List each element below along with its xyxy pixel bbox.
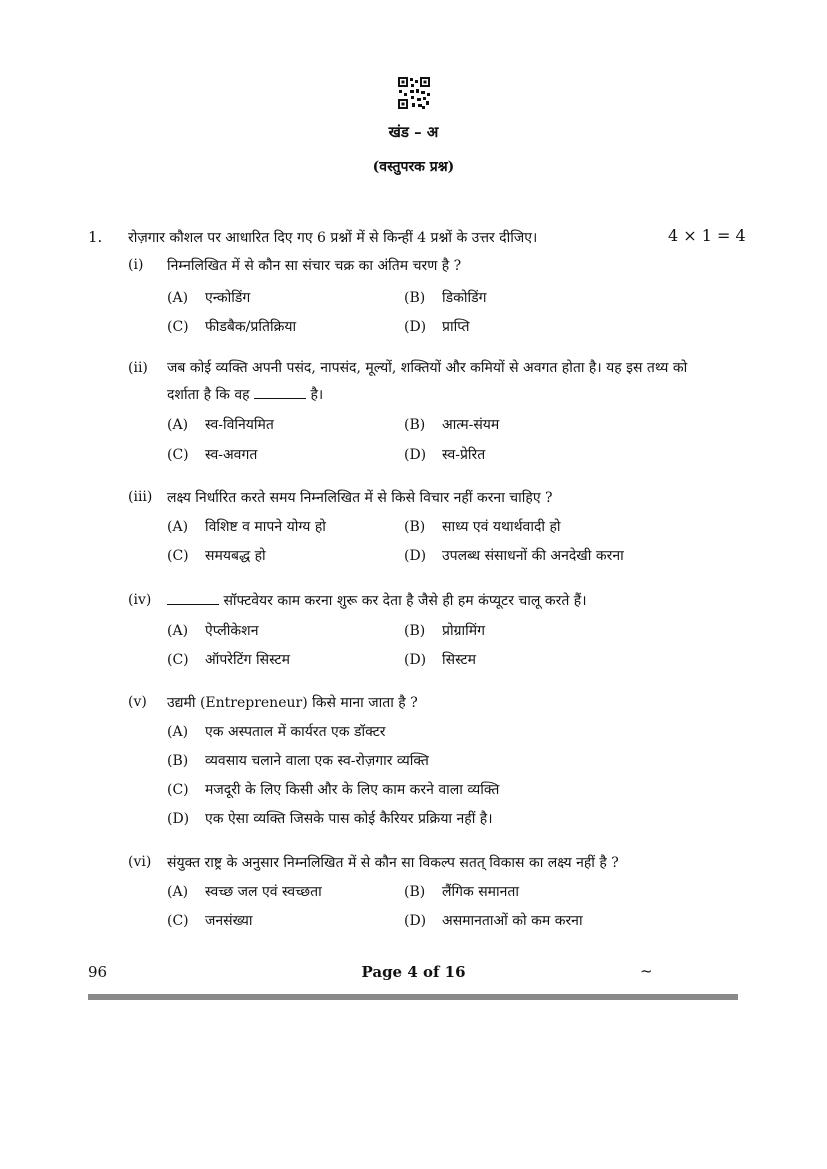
option-b (167, 751, 429, 770)
option-d (404, 650, 476, 669)
question-number: 1. (88, 228, 103, 246)
option-label: (A) (167, 884, 189, 900)
option-label: (D) (404, 548, 427, 564)
option-a (167, 882, 322, 901)
option-label: (A) (167, 417, 189, 433)
option-label: (C) (167, 319, 189, 335)
subquestion-number: (vi) (128, 854, 152, 870)
option-a (167, 722, 386, 741)
option-a (167, 288, 250, 307)
section-subtitle: (वस्तुपरक प्रश्न) (372, 159, 455, 175)
question-marks: 4 × 1 = 4 (668, 226, 746, 245)
subquestion-stem (167, 588, 727, 615)
option-label: (C) (167, 913, 189, 929)
option-d (404, 546, 624, 565)
question-instruction: रोज़गार कौशल पर आधारित दिए गए 6 प्रश्नों में से किन्हीं 4 प्रश्नों के उत्तर दीजिए। (128, 230, 538, 246)
option-c (167, 317, 296, 336)
option-label: (D) (404, 319, 427, 335)
option-text: आत्म-संयम (442, 417, 500, 433)
subquestion-number: (v) (128, 694, 147, 710)
fill-blank (167, 592, 219, 605)
section-title: खंड – अ (388, 123, 439, 141)
fill-blank (254, 386, 306, 399)
option-label: (D) (404, 652, 427, 668)
subquestion-number: (iii) (128, 489, 153, 505)
subquestion-number: (iv) (128, 592, 152, 608)
option-label: (D) (404, 913, 427, 929)
option-b (404, 415, 499, 434)
option-label: (B) (404, 290, 426, 306)
option-text: प्राप्ति (442, 319, 470, 335)
option-text: विशिष्ट व मापने योग्य हो (205, 519, 326, 535)
option-text: ऑपरेटिंग सिस्टम (205, 652, 290, 668)
option-text: प्रोग्रामिंग (442, 623, 485, 639)
option-d (404, 911, 583, 930)
option-a (167, 415, 274, 434)
option-label: (B) (404, 417, 426, 433)
page-number: Page 4 of 16 (361, 963, 466, 981)
option-text: डिकोडिंग (442, 290, 487, 306)
qr-code-icon (397, 76, 431, 110)
option-text: सिस्टम (442, 652, 476, 668)
footer-mark: ~ (640, 962, 653, 980)
option-text: मजदूरी के लिए किसी और के लिए काम करने वाला व्यक्ति (205, 782, 500, 798)
option-label: (D) (404, 447, 427, 463)
option-d (167, 809, 493, 828)
option-text: स्वच्छ जल एवं स्वच्छता (205, 884, 322, 900)
option-text: जनसंख्या (205, 913, 253, 929)
option-b (404, 621, 485, 640)
option-text: असमानताओं को कम करना (442, 913, 583, 929)
option-label: (D) (167, 811, 190, 827)
stem-text-end: है। (310, 387, 324, 403)
option-text: एक अस्पताल में कार्यरत एक डॉक्टर (205, 724, 386, 740)
subquestion-stem (167, 355, 712, 409)
option-c (167, 780, 499, 799)
option-text: स्व-विनियमित (205, 417, 274, 433)
option-a (167, 621, 258, 640)
option-b (404, 288, 487, 307)
option-text: व्यवसाय चलाने वाला एक स्व-रोज़गार व्यक्ति (205, 753, 429, 769)
option-label: (C) (167, 447, 189, 463)
subquestion-number: (ii) (128, 360, 148, 376)
option-text: लैंगिक समानता (442, 884, 520, 900)
option-text: एन्कोडिंग (205, 290, 251, 306)
option-label: (A) (167, 290, 189, 306)
subquestion-stem: उद्यमी (Entrepreneur) किसे माना जाता है ? (167, 695, 418, 711)
option-c (167, 546, 266, 565)
option-text: ऐप्लीकेशन (205, 623, 259, 639)
option-c (167, 911, 253, 930)
option-text: साध्य एवं यथार्थवादी हो (442, 519, 561, 535)
option-label: (C) (167, 652, 189, 668)
option-b (404, 517, 561, 536)
option-label: (B) (404, 623, 426, 639)
option-text: स्व-प्रेरित (442, 447, 486, 463)
footer-rule (88, 994, 738, 1000)
option-label: (C) (167, 548, 189, 564)
option-text: एक ऐसा व्यक्ति जिसके पास कोई कैरियर प्रक्रिया नहीं है। (205, 811, 493, 827)
subquestion-stem: लक्ष्य निर्धारित करते समय निम्नलिखित में से किसे विचार नहीं करना चाहिए ? (167, 490, 553, 506)
option-text: समयबद्ध हो (205, 548, 266, 564)
option-label: (A) (167, 724, 189, 740)
stem-text: जब कोई व्यक्ति अपनी पसंद, नापसंद, मूल्यों, शक्तियों और कमियों से अवगत होता है। यह इस तथ्य को दर्शाता है कि वह (167, 360, 688, 403)
option-c (167, 650, 290, 669)
option-c (167, 445, 257, 464)
option-a (167, 517, 326, 536)
option-text: उपलब्ध संसाधनों की अनदेखी करना (442, 548, 624, 564)
option-text: फीडबैक/प्रतिक्रिया (205, 319, 297, 335)
option-d (404, 445, 485, 464)
stem-text: सॉफ्टवेयर काम करना शुरू कर देता है जैसे ही हम कंप्यूटर चालू करते हैं। (223, 593, 587, 609)
subquestion-stem: संयुक्त राष्ट्र के अनुसार निम्नलिखित में से कौन सा विकल्प सतत् विकास का लक्ष्य नहीं है ? (167, 855, 619, 871)
subquestion-number: (i) (128, 257, 144, 273)
option-label: (B) (167, 753, 189, 769)
subquestion-stem: निम्नलिखित में से कौन सा संचार चक्र का अंतिम चरण है ? (167, 258, 462, 274)
option-label: (A) (167, 519, 189, 535)
option-b (404, 882, 519, 901)
option-label: (B) (404, 884, 426, 900)
paper-code: 96 (88, 963, 108, 981)
option-d (404, 317, 470, 336)
option-text: स्व-अवगत (205, 447, 258, 463)
option-label: (C) (167, 782, 189, 798)
option-label: (A) (167, 623, 189, 639)
option-label: (B) (404, 519, 426, 535)
